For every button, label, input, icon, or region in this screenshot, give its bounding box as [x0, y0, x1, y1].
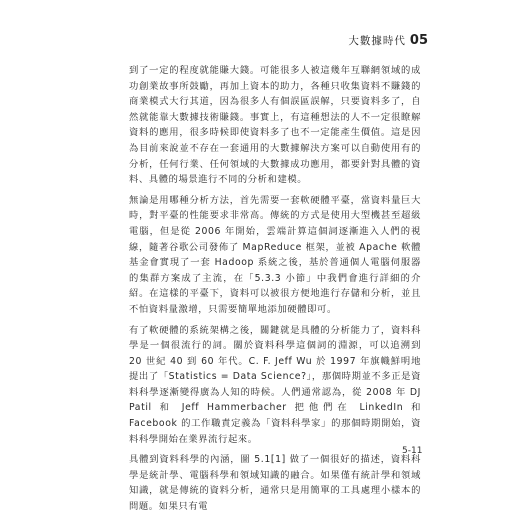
page-number: 5-11 — [402, 446, 423, 456]
chapter-title: 大數據時代 — [348, 35, 406, 47]
chapter-number: 05 — [409, 33, 428, 48]
running-header — [348, 33, 428, 48]
paragraph: 無論是用哪種分析方法，首先需要一套軟硬體平臺，當資料量巨大時，對平臺的性能要求非常高。傳統的方式是使用大型機甚至超級電腦，但是從 2006 年開始，雲端計算這個詞逐漸進入人們的視線，隨著谷歌公司發佈了 MapReduce 框架，並被 Apache 軟體基金會實現了一套 Hadoop 系統之後，基於普通個人電腦伺服器的集群方案成了主流，在「5.3.3 小節」中我們會進行詳細的介紹。在這樣的平臺下，資料可以被很方便地進行存儲和分析，並且不怕資料量激增，只需要簡單地添加硬體即可。 — [129, 194, 421, 315]
paragraph: 到了一定的程度就能賺大錢。可能很多人被這幾年互聯網領域的成功創業故事所鼓勵，再加上資本的助力，各種只收集資料不賺錢的商業模式大行其道，因為很多人有個誤區誤解，只要資料多了，自然就能靠大數據技術賺錢。事實上，有這種想法的人不一定很瞭解資料的應用，很多時候即使資料多了也不一定能產生價值。這是因為目前來說並不存在一套通用的大數據解決方案可以自動使用有的分析，任何行業、任何領域的大數據成功應用，都要針對具體的資料、具體的場景進行不同的分析和建模。 — [129, 65, 421, 186]
paragraph: 有了軟硬體的系統架構之後，關鍵就是具體的分析能力了，資料科學是一個很流行的詞。關於資料科學這個詞的淵源，可以追溯到 20 世紀 40 到 60 年代。C. F. Jeff Wu 於 1997 年旗幟鮮明地提出了「Statistics = Data Science?」，那個時期並不多正是資料科學逐漸變得廣為人知的時候。人們通常認為，從 2008 年 DJ Patil 和 Jeff Hammerbacher 把他們在 LinkedIn 和 Facebook 的工作職責定義為「資料科學家」的那個時期開始，資料科學開始在業界流行起來。 — [129, 324, 421, 445]
paragraph: 具體到資料科學的內涵，圖 5.1[1] 做了一個很好的描述，資料科學是統計學、電腦科學和領域知識的融合。如果僅有統計學和領域知識，就是傳統的資料分析，通常只是用簡單的工具處理小樣本的問題。如果只有電 — [129, 454, 421, 513]
body-text — [129, 63, 421, 520]
